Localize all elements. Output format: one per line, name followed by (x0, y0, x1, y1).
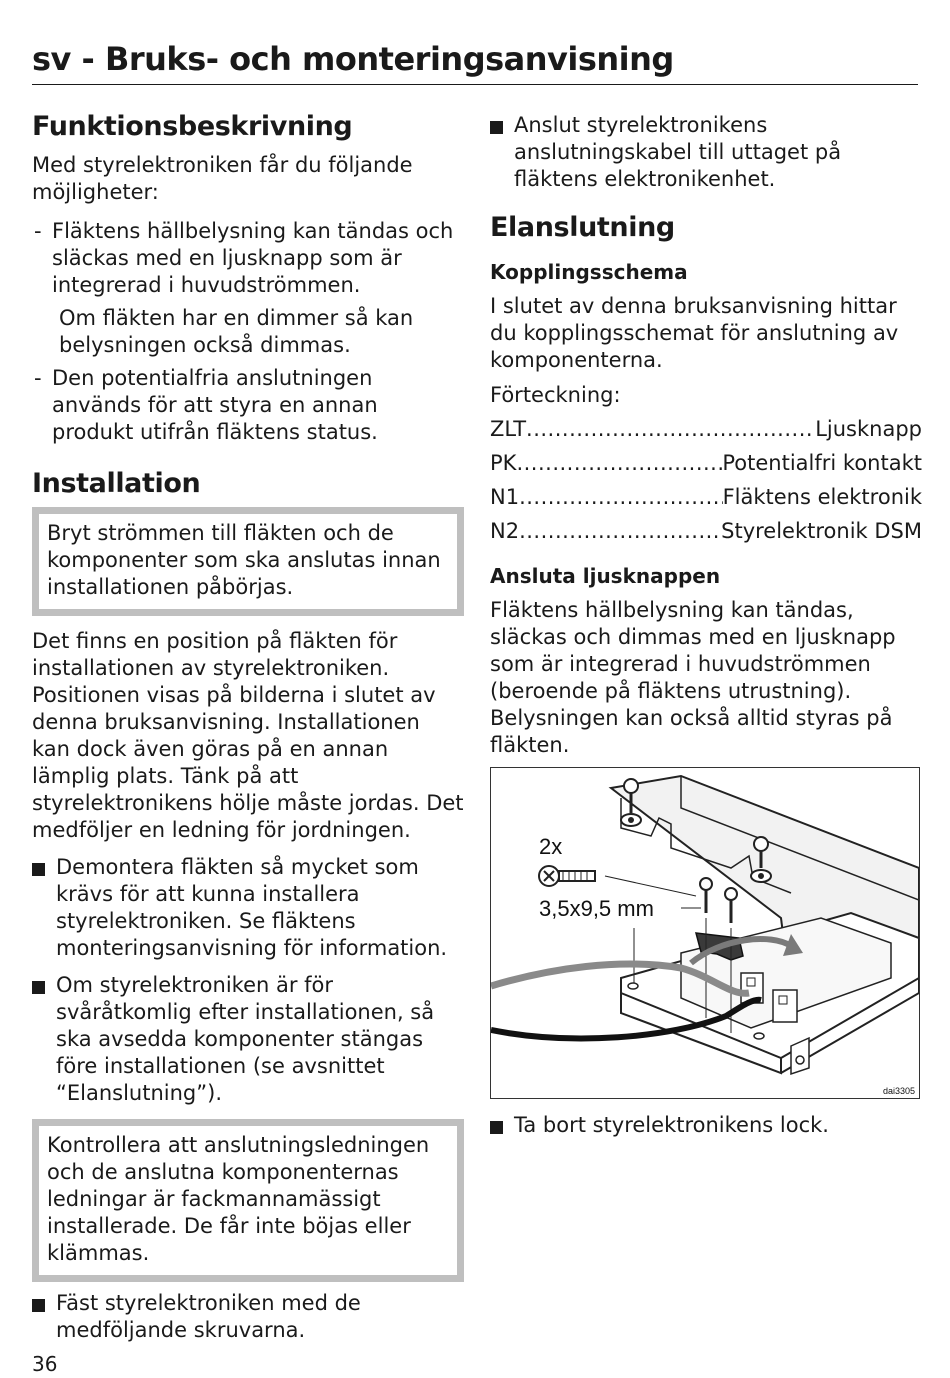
funktion-intro: Med styrelektroniken får du följande möjligheter: (32, 153, 413, 204)
legend-value: Fläktens elektronik (722, 485, 922, 509)
bullet-item-2: Om styrelektroniken är för svåråtkomlig efter installationen, så ska avsedda komponenter stängas före installationen (se avsnittet “Elanslutning”). (32, 972, 464, 1107)
kopplingsschema-heading: Kopplingsschema (490, 260, 688, 284)
funktion-heading: Funktionsbeskrivning (32, 111, 353, 142)
ljusknapp-heading: Ansluta ljusknappen (490, 564, 721, 588)
legend-key: N1 (490, 485, 520, 509)
screw-icon (700, 878, 712, 913)
installation-heading: Installation (32, 468, 201, 499)
figure-count-label: 2x (539, 834, 563, 859)
dash-item-2: - Den potentialfria anslutningen används för att styra en annan produkt utifrån fläktens status. (32, 365, 464, 446)
page-number: 36 (32, 1352, 58, 1376)
legend-value: Potentialfri kontakt (722, 451, 922, 475)
legend-value: Styrelektronik DSM (721, 519, 922, 543)
bullet-item-remove-lid: Ta bort styrelektronikens lock. (490, 1112, 922, 1139)
legend-row (490, 518, 922, 545)
legend-key: ZLT (490, 417, 527, 441)
legend-row (490, 416, 922, 443)
install-text: Det finns en position på fläkten för installationen av styrelektroniken. Positionen visas på bilderna i slutet av denna bruksanvisning. Installationen kan dock även göras på en annan lämplig plats. Tänk på att styrelektronikens hölje måste jordas. Det medföljer en ledning för jordningen. (32, 629, 464, 842)
dash-item-1: - Fläktens hällbelysning kan tändas och släckas med en ljusknapp som är integrerad i huvudströmmen. (32, 218, 464, 299)
warning-box-2: Kontrollera att anslutningsledningen och de anslutna komponenternas ledningar är fackmannamässigt installerade. De får inte böjas eller klämmas. (32, 1119, 464, 1282)
screw-icon (539, 866, 595, 886)
right-column (490, 108, 922, 1139)
installation-illustration (491, 768, 919, 1098)
legend-row (490, 450, 922, 477)
installation-figure (490, 767, 920, 1099)
left-column (32, 108, 464, 1344)
legend-key: N2 (490, 519, 520, 543)
forteckning-label: Förteckning: (490, 383, 621, 407)
ljusknapp-text: Fläktens hällbelysning kan tändas, släckas och dimmas med en ljusknapp som är integrerad i huvudströmmen (beroende på fläktens utrustning). Belysningen kan också alltid styras på fläkten. (490, 598, 896, 757)
page-title: sv - Bruks- och monteringsanvisning (32, 38, 918, 85)
elanslutning-heading: Elanslutning (490, 212, 675, 243)
legend-list (490, 416, 922, 545)
figure-id: dai3305 (883, 1086, 916, 1096)
screw-icon (725, 888, 737, 923)
kopplingsschema-text: I slutet av denna bruksanvisning hittar du kopplingsschemat för anslutning av komponenterna. (490, 294, 899, 372)
legend-row (490, 484, 922, 511)
figure-screw-label: 3,5x9,5 mm (539, 896, 654, 921)
dash-item-1-sub: Om fläkten har en dimmer så kan belysningen också dimmas. (59, 306, 414, 357)
bullet-item-1: Demontera fläkten så mycket som krävs för att kunna installera styrelektroniken. Se fläktens monteringsanvisning för information. (32, 854, 464, 962)
warning-box-1: Bryt strömmen till fläkten och de komponenter som ska anslutas innan installationen påbörjas. (32, 507, 464, 616)
bullet-item-3: Fäst styrelektroniken med de medföljande skruvarna. (32, 1290, 464, 1344)
bullet-item-connect: Anslut styrelektronikens anslutningskabel till uttaget på fläktens elektronikenhet. (490, 112, 922, 193)
legend-key: PK (490, 451, 517, 475)
legend-value: Ljusknapp (815, 417, 922, 441)
